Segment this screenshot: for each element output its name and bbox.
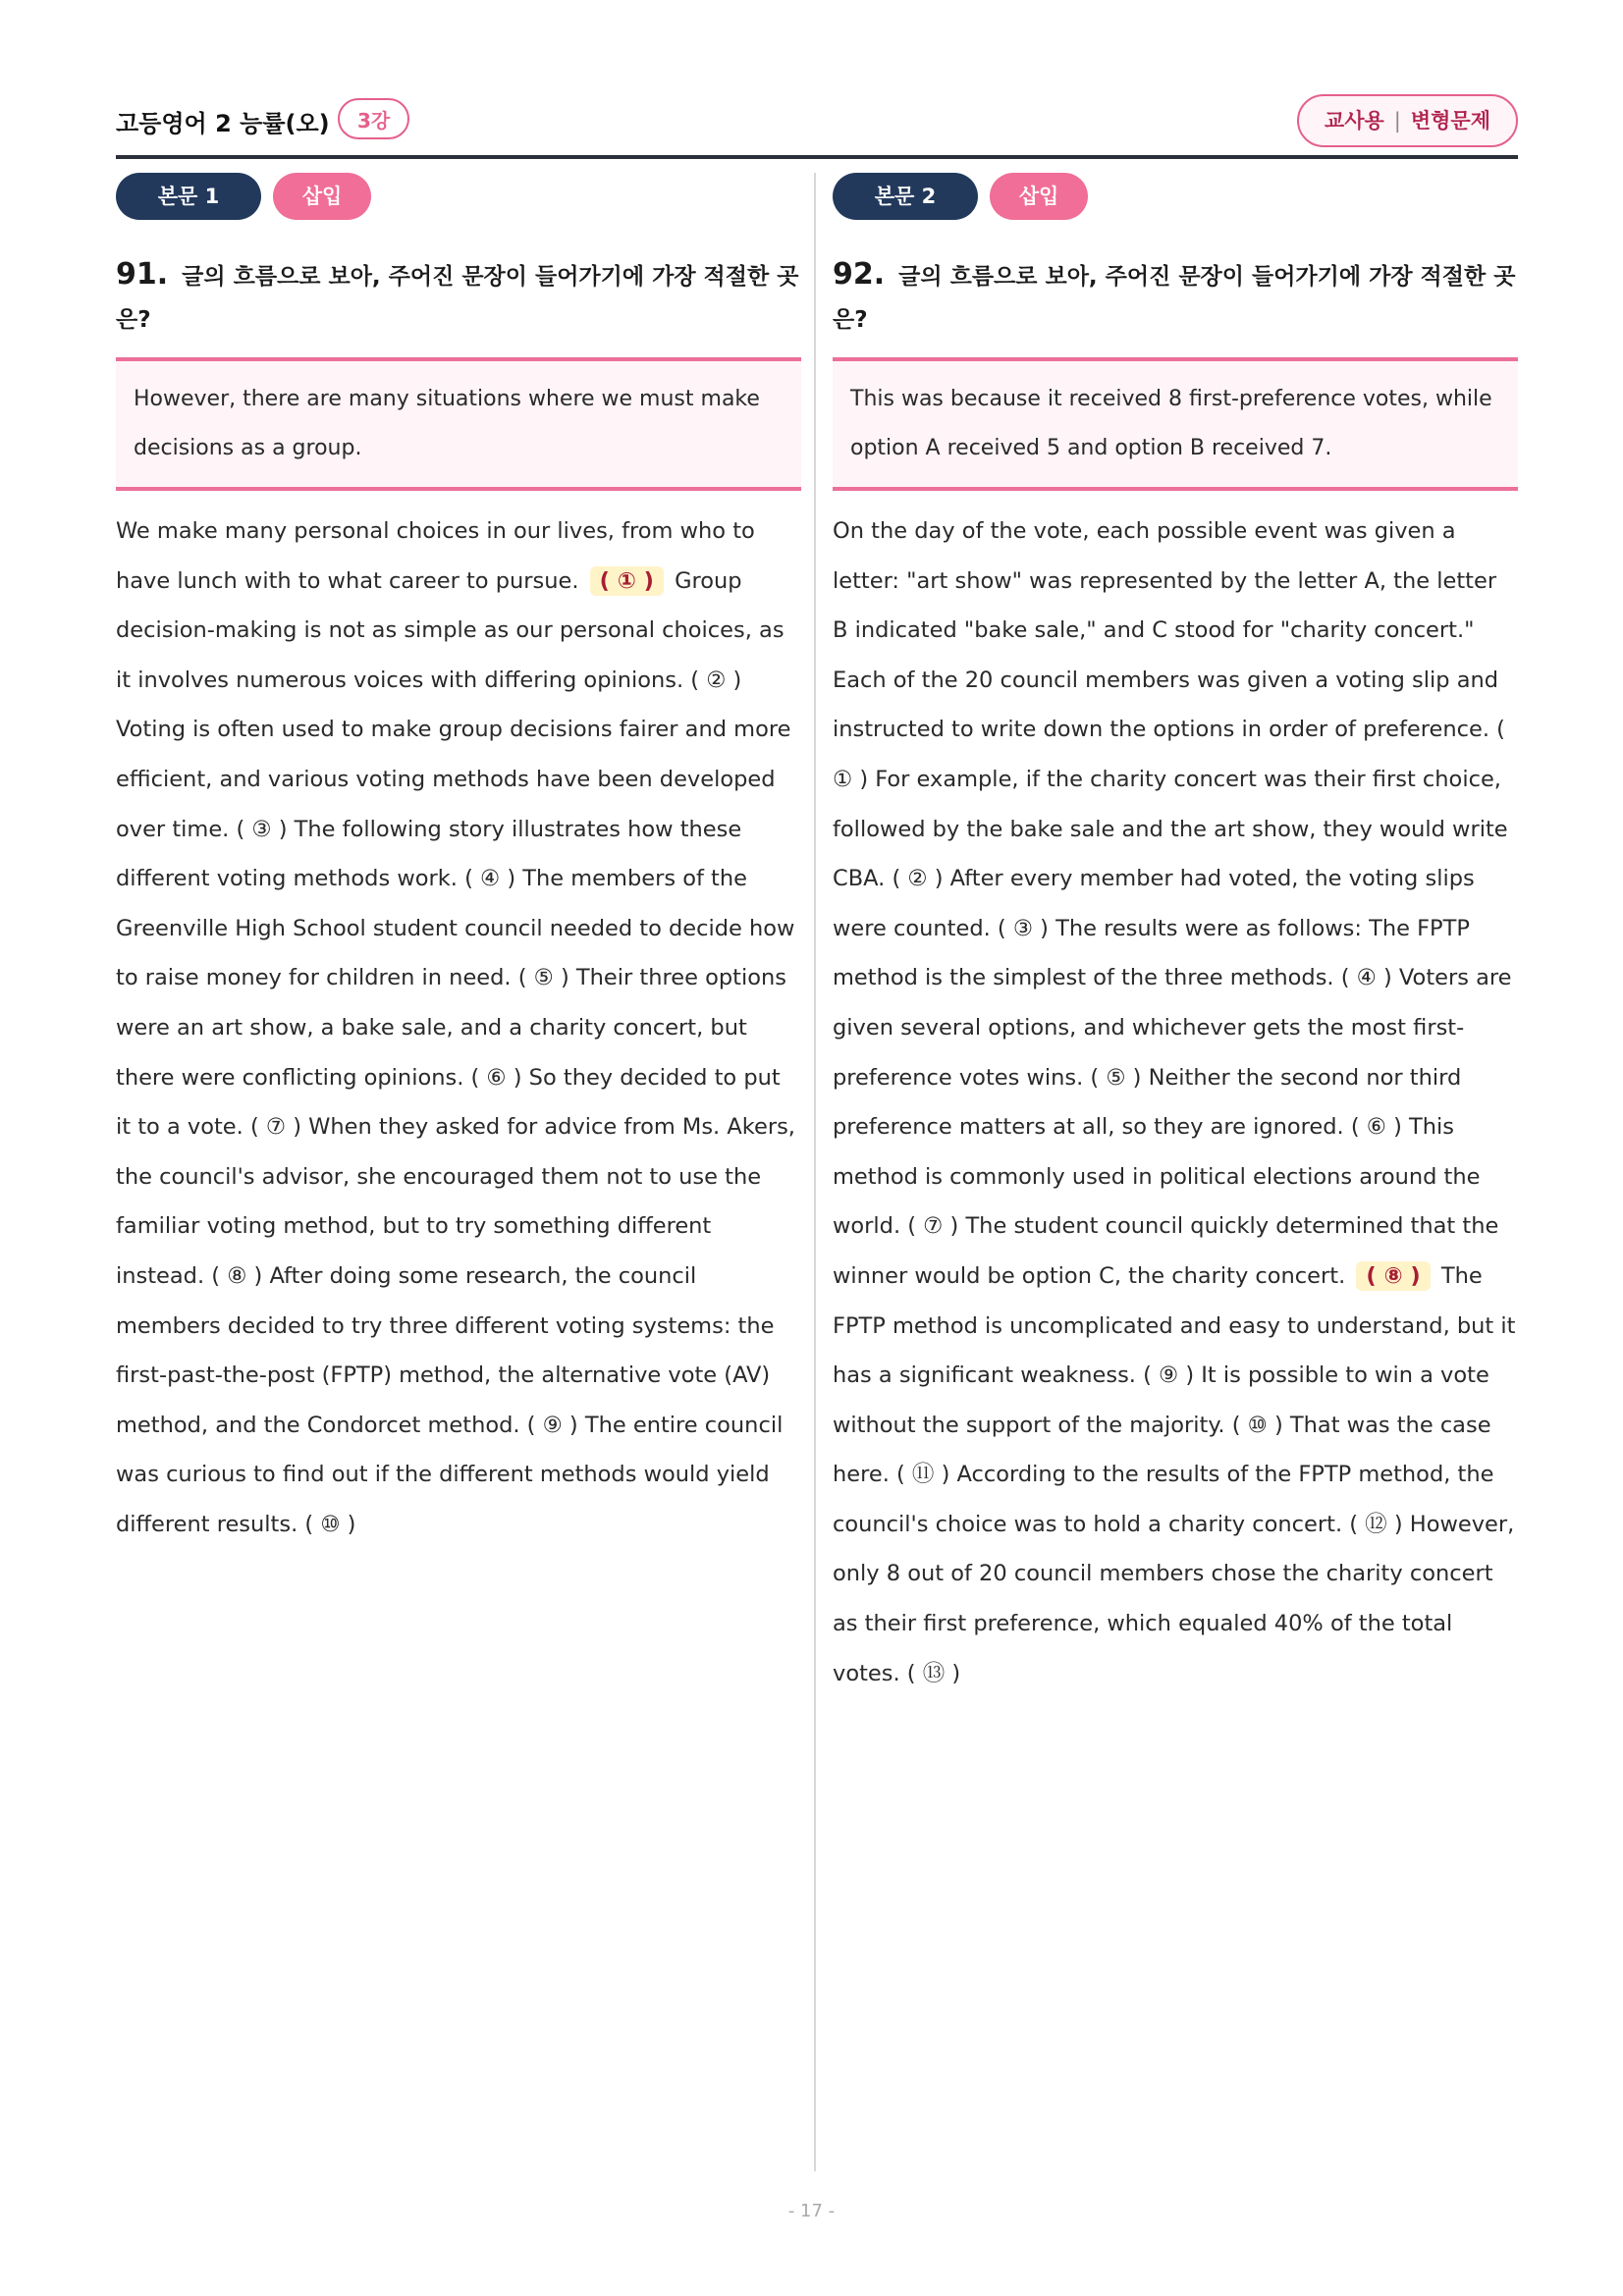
question-number: 91. <box>116 257 169 292</box>
question-type-tag: 삽입 <box>990 173 1088 220</box>
question-number: 92. <box>833 257 886 292</box>
passage-text-after: Group decision-making is not as simple as our personal choices, as it involves numerous voices with differing opinions. ( ② ) Voting is often used to make group decisions fairer and more efficient, and various voting methods have been developed over time. ( ③ ) The following story illustrates how these different voting methods work. ( ④ ) The members of the Greenville High School student council needed to decide how to raise money for children in need. ( ⑤ ) Their three options were an art show, a bake sale, and a charity concert, but there were conflicting opinions. ( ⑥ ) So they decided to put it to a vote. ( ⑦ ) When they asked for advice from Ms. Akers, the council's advisor, she encouraged them not to use the familiar voting method, but to try something different instead. ( ⑧ ) After doing some research, the council members decided to try three different voting systems: the first-past-the-post (FPTP) method, the alternative vote (AV) method, and the Condorcet method. ( ⑨ ) The entire council was curious to find out if the different methods would yield different results. ( ⑩ ) <box>116 567 795 1537</box>
book-title: 고등영어 2 능률(오) <box>116 110 330 137</box>
given-sentence: This was because it received 8 first-preference votes, while option A received 5 and option B received 7. <box>850 387 1492 460</box>
tag-row <box>833 173 1518 222</box>
badge-label-teacher: 교사용 <box>1324 109 1384 133</box>
answer-marker: ( ⑧ ) <box>1356 1261 1430 1291</box>
passage <box>116 507 801 1549</box>
chapter-badge: 3강 <box>338 98 409 139</box>
badge-separator: | <box>1393 109 1401 133</box>
question-prompt <box>833 253 1518 342</box>
question-prompt <box>116 253 801 342</box>
teacher-edition-badge <box>1297 94 1518 147</box>
source-tag: 본문 2 <box>833 173 978 220</box>
passage-text-before: We make many personal choices in our lives, from who to have lunch with to what career to pursue. <box>116 518 755 594</box>
given-sentence-box <box>833 357 1518 491</box>
page-header <box>116 94 1518 153</box>
question-column-2 <box>833 173 1518 1698</box>
tag-row <box>116 173 801 222</box>
answer-marker: ( ① ) <box>590 566 664 596</box>
passage-text-after: The FPTP method is uncomplicated and easy to understand, but it has a significant weakness. ( ⑨ ) It is possible to win a vote without the support of the majority. ( ⑩ ) That was the case here. ( ⑪ ) According to the results of the FPTP method, the council's choice was to hold a charity concert. ( ⑫ ) However, only 8 out of 20 council members chose the charity concert as their first preference, which equaled 40% of the total votes. ( ⑬ ) <box>833 1262 1516 1686</box>
given-sentence: However, there are many situations where we must make decisions as a group. <box>134 387 760 460</box>
question-text: 글의 흐름으로 보아, 주어진 문장이 들어가기에 가장 적절한 곳은? <box>116 264 799 333</box>
passage-text-before: On the day of the vote, each possible event was given a letter: "art show" was represented by the letter A, the letter B indicated "bake sale," and C stood for "charity concert." Each of the 20 council members was given a voting slip and instructed to write down the options in order of preference. ( ① ) For example, if the charity concert was their first choice, followed by the bake sale and the art show, they would write CBA. ( ② ) After every member had voted, the voting slips were counted. ( ③ ) The results were as follows: The FPTP method is the simplest of the three methods. ( ④ ) Voters are given several options, and whichever gets the most first-preference votes wins. ( ⑤ ) Neither the second nor third preference matters at all, so they are ignored. ( ⑥ ) This method is commonly used in political elections around the world. ( ⑦ ) The student council quickly determined that the winner would be option C, the charity concert. <box>833 518 1512 1289</box>
given-sentence-box <box>116 357 801 491</box>
column-divider <box>814 173 816 2171</box>
question-type-tag: 삽입 <box>273 173 371 220</box>
source-tag: 본문 1 <box>116 173 261 220</box>
page-number: - 17 - <box>787 2201 836 2221</box>
passage <box>833 507 1518 1698</box>
header-rule <box>116 155 1518 159</box>
question-text: 글의 흐름으로 보아, 주어진 문장이 들어가기에 가장 적절한 곳은? <box>833 264 1516 333</box>
question-column-1 <box>116 173 801 1549</box>
badge-label-variant: 변형문제 <box>1410 109 1490 133</box>
